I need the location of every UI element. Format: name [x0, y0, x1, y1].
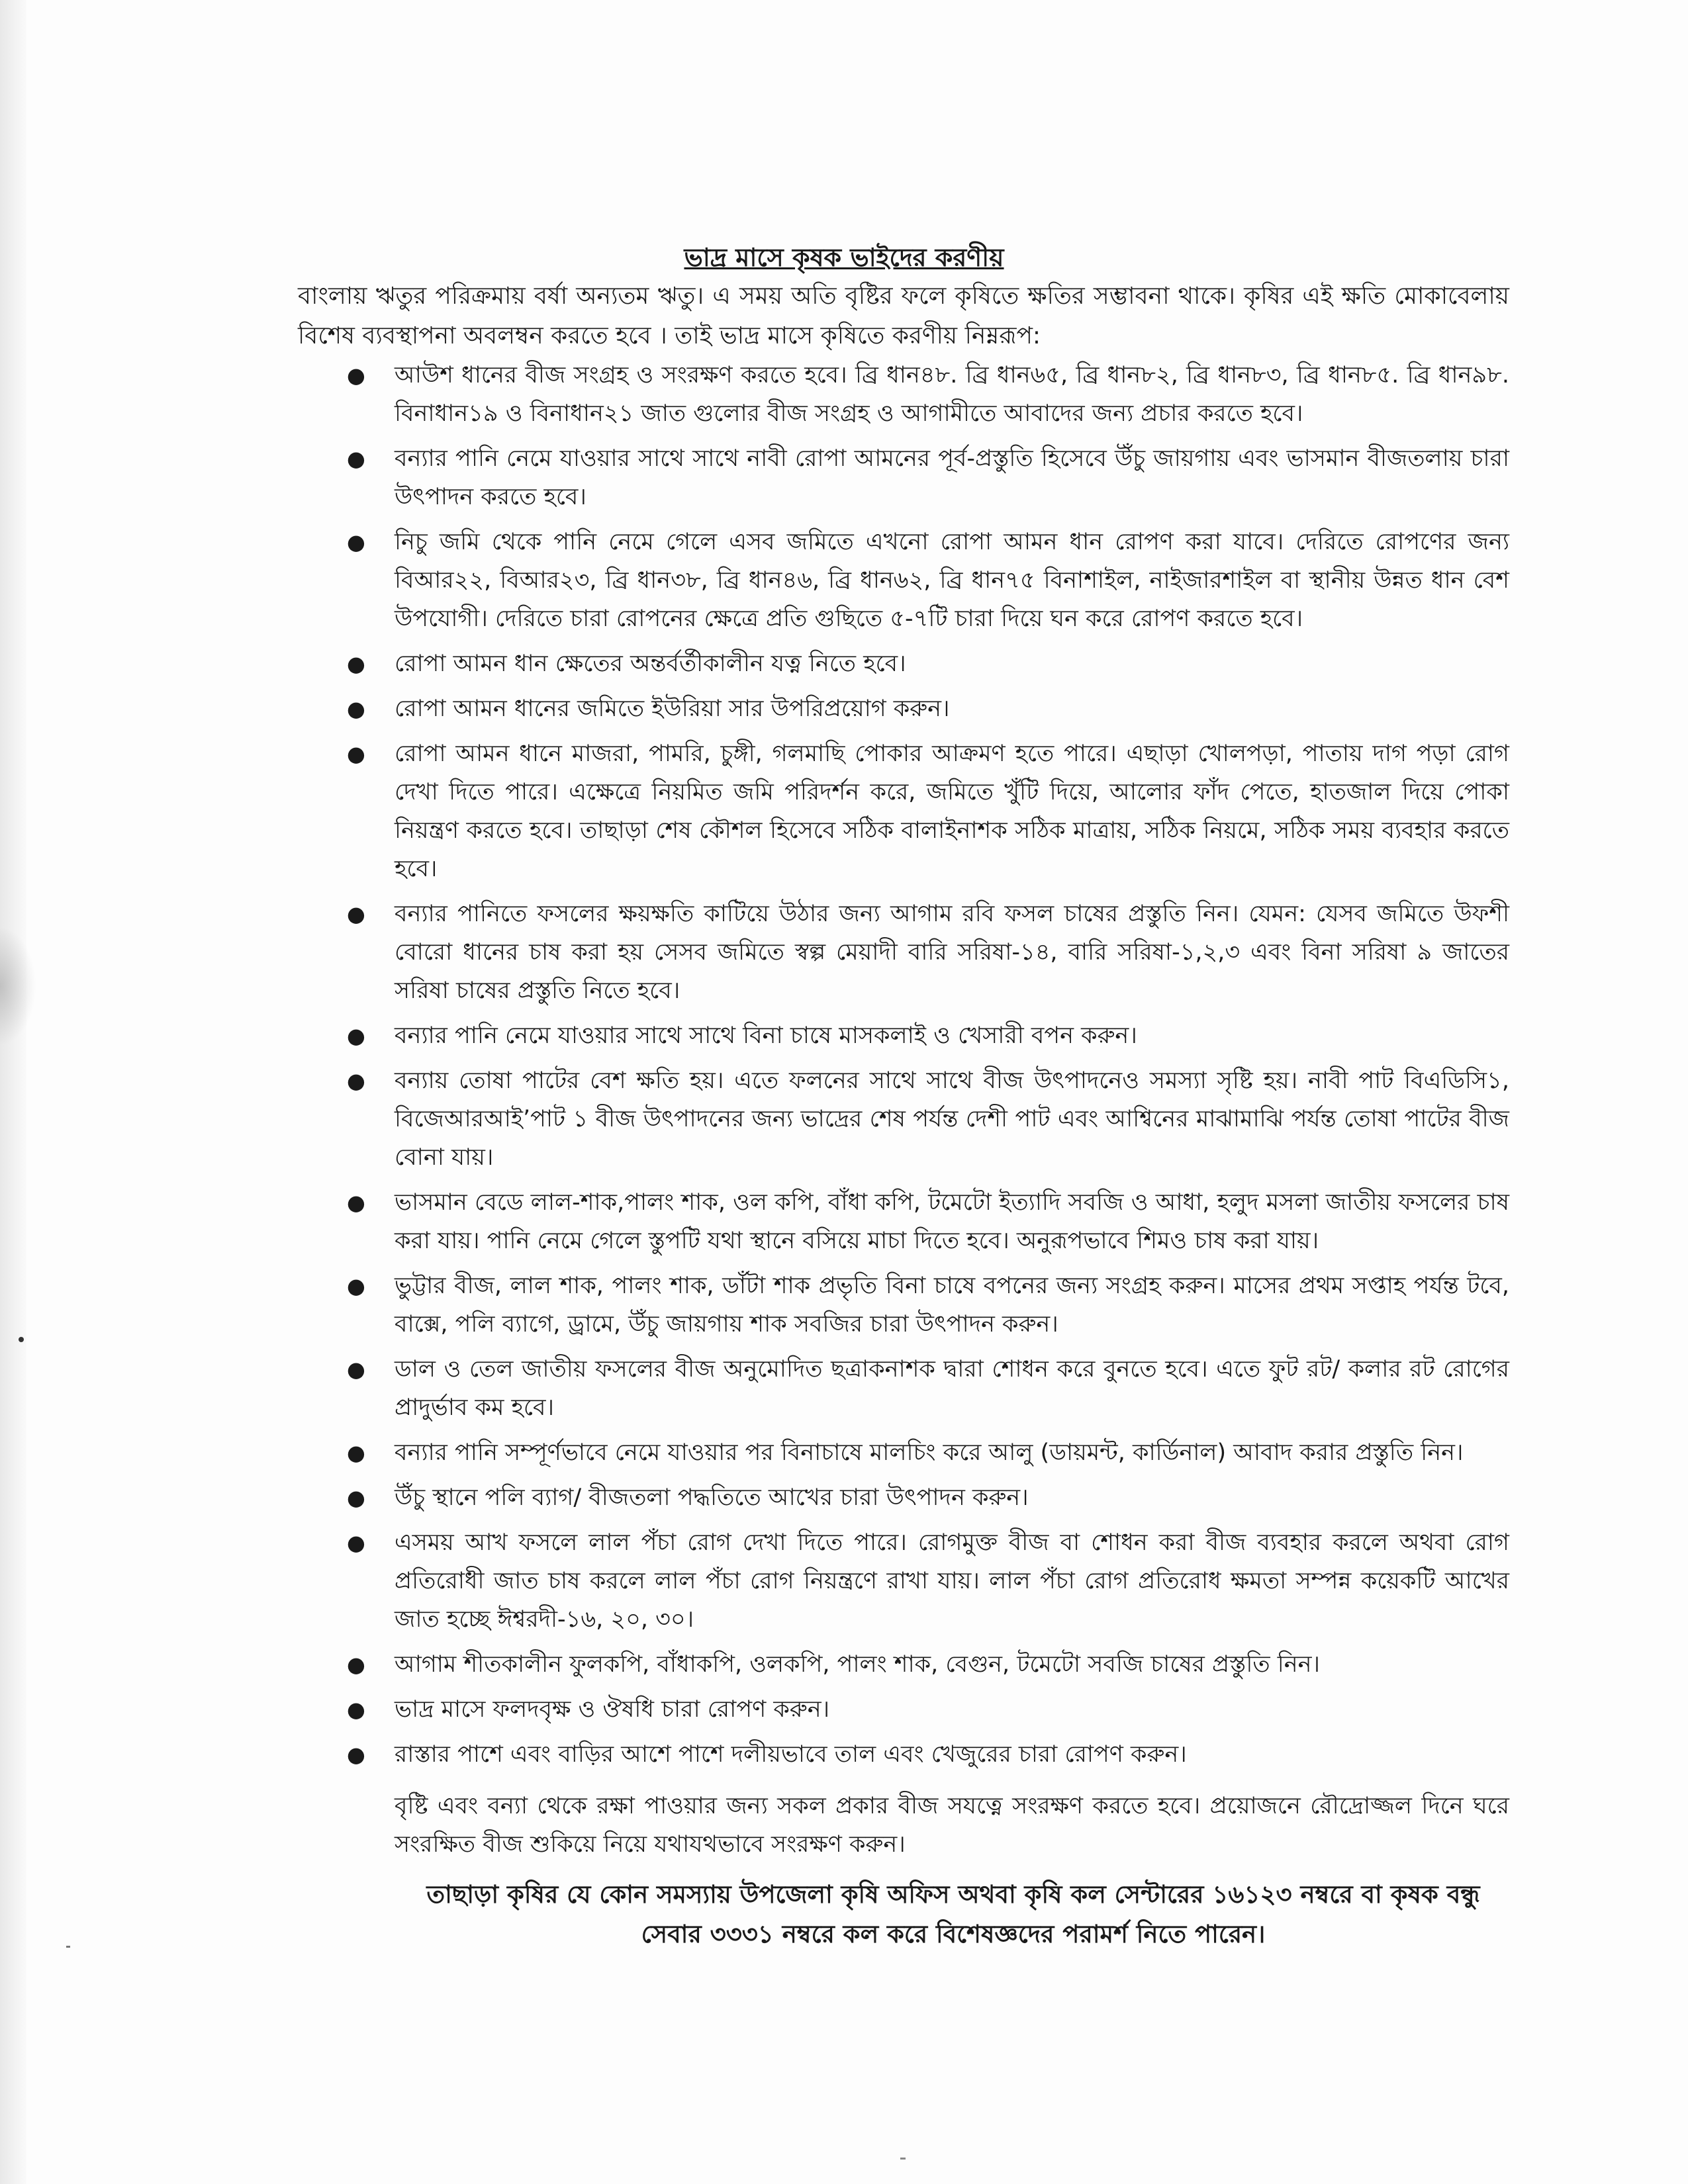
scan-speck	[66, 1946, 70, 1948]
bullet-icon: ●	[347, 1190, 365, 1215]
list-item-text: আগাম শীতকালীন ফুলকপি, বাঁধাকপি, ওলকপি, পালং শাক, বেগুন, টমেটো সবজি চাষের প্রস্তুতি নিন।	[395, 1651, 1321, 1678]
bullet-icon: ●	[347, 1652, 365, 1677]
list-item	[344, 523, 1509, 638]
bullet-icon: ●	[347, 1023, 365, 1048]
list-item	[344, 1735, 1509, 1774]
list-item-text: বন্যার পানি সম্পূর্ণভাবে নেমে যাওয়ার পর বিনাচাষে মালচিং করে আলু (ডায়মন্ট, কার্ডিনাল) আবাদ করার প্রস্তুতি নিন।	[395, 1439, 1464, 1466]
closing-paragraph: বৃষ্টি এবং বন্যা থেকে রক্ষা পাওয়ার জন্য সকল প্রকার বীজ সযত্নে সংরক্ষণ করতে হবে। প্রয়োজনে রৌদ্রোজ্জল দিনে ঘরে সংরক্ষিত বীজ শুকিয়ে নিয়ে যথাযথভাবে সংরক্ষণ করুন।	[395, 1793, 1509, 1858]
bullet-icon: ●	[347, 1485, 365, 1510]
list-item	[344, 1690, 1509, 1729]
bullet-icon: ●	[347, 1742, 365, 1767]
list-item-text: ভাদ্র মাসে ফলদবৃক্ষ ও ঔষধি চারা রোপণ করুন।	[395, 1696, 830, 1723]
list-item-text: বন্যার পানি নেমে যাওয়ার সাথে সাথে বিনা চাষে মাসকলাই ও খেসারী বপন করুন।	[395, 1023, 1137, 1049]
bullet-icon: ●	[347, 741, 365, 766]
list-item	[344, 735, 1509, 888]
list-item	[344, 356, 1509, 433]
list-item	[344, 895, 1509, 1010]
list-item	[344, 1183, 1509, 1260]
list-item	[344, 645, 1509, 683]
scan-speck	[900, 2158, 906, 2160]
list-item	[344, 1350, 1509, 1427]
intro-paragraph: বাংলায় ঋতুর পরিক্রমায় বর্ষা অন্যতম ঋতু। এ সময় অতি বৃষ্টির ফলে কৃষিতে ক্ষতির সম্ভাবনা থাকে। কৃষির এই ক্ষতি মোকাবেলায় বিশেষ ব্যবস্থাপনা অবলম্বন করতে হবে । তাই ভাদ্র মাসে কৃষিতে করণীয় নিম্নরূপ:	[298, 283, 1509, 349]
list-item-text: ভুট্টার বীজ, লাল শাক, পালং শাক, ডাঁটা শাক প্রভৃতি বিনা চাষে বপনের জন্য সংগ্রহ করুন। মাসের প্রথম সপ্তাহ পর্যন্ত টবে, বাক্সে, পলি ব্যাগে, ড্রামে, উঁচু জায়গায় শাক সবজির চারা উৎপাদন করুন।	[395, 1273, 1509, 1338]
list-item-text: আউশ ধানের বীজ সংগ্রহ ও সংরক্ষণ করতে হবে। ব্রি ধান৪৮. ব্রি ধান৬৫, ব্রি ধান৮২, ব্রি ধান৮৩, ব্রি ধান৮৫. ব্রি ধান৯৮. বিনাধান১৯ ও বিনাধান২১ জাত গুলোর বীজ সংগ্রহ ও আগামীতে আবাদের জন্য প্রচার করতে হবে।	[395, 362, 1509, 427]
bullet-icon: ●	[347, 651, 365, 676]
bullet-icon: ●	[347, 1697, 365, 1722]
list-item-text: নিচু জমি থেকে পানি নেমে গেলে এসব জমিতে এখনো রোপা আমন ধান রোপণ করা যাবে। দেরিতে রোপণের জন্য বিআর২২, বিআর২৩, ব্রি ধান৩৮, ব্রি ধান৪৬, ব্রি ধান৬২, ব্রি ধান৭৫ বিনাশাইল, নাইজারশাইল বা স্থানীয় উন্নত ধান বেশ উপযোগী। দেরিতে চারা রোপনের ক্ষেত্রে প্রতি গুছিতে ৫-৭টি চারা দিয়ে ঘন করে রোপণ করতে হবে।	[395, 529, 1509, 632]
list-item-text: রোপা আমন ধান ক্ষেতের অন্তর্বর্তীকালীন যত্ন নিতে হবে।	[395, 651, 906, 677]
list-item-text: ডাল ও তেল জাতীয় ফসলের বীজ অনুমোদিত ছত্রাকনাশক দ্বারা শোধন করে বুনতে হবে। এতে ফুট রট/ কলার রট রোগের প্রাদুর্ভাব কম হবে।	[395, 1356, 1509, 1421]
bullet-icon: ●	[347, 363, 365, 388]
list-item-text: রোপা আমন ধানের জমিতে ইউরিয়া সার উপরিপ্রয়োগ করুন।	[395, 696, 950, 722]
list-item	[344, 1524, 1509, 1639]
bullet-icon: ●	[347, 446, 365, 471]
list-item-text: রোপা আমন ধানে মাজরা, পামরি, চুঙ্গী, গলমাছি পোকার আক্রমণ হতে পারে। এছাড়া খোলপড়া, পাতায় দাগ পড়া রোগ দেখা দিতে পারে। এক্ষেত্রে নিয়মিত জমি পরিদর্শন করে, জমিতে খুঁটি দিয়ে, আলোর ফাঁদ পেতে, হাতজাল দিয়ে পোকা নিয়ন্ত্রণ করতে হবে। তাছাড়া শেষ কৌশল হিসেবে সঠিক বালাইনাশক সঠিক মাত্রায়, সঠিক নিয়মে, সঠিক সময় ব্যবহার করতে হবে।	[395, 741, 1509, 882]
footer-line: তাছাড়া কৃষির যে কোন সমস্যায় উপজেলা কৃষি অফিস অথবা কৃষি কল সেন্টারের ১৬১২৩ নম্বরে বা কৃষক বন্ধু	[426, 1880, 1480, 1909]
footer-note	[397, 1875, 1509, 1954]
document-title: ভাদ্র মাসে কৃষক ভাইদের করণীয়	[684, 243, 1004, 272]
bullet-icon: ●	[347, 901, 365, 927]
list-item	[344, 1267, 1509, 1343]
bullet-icon: ●	[347, 1357, 365, 1382]
list-item-text: রাস্তার পাশে এবং বাড়ির আশে পাশে দলীয়ভাবে তাল এবং খেজুরের চারা রোপণ করুন।	[395, 1741, 1187, 1768]
advice-list	[344, 356, 1509, 1780]
scan-edge-shadow	[0, 0, 26, 2184]
scan-speck	[19, 1337, 24, 1342]
bullet-icon: ●	[347, 696, 365, 721]
list-item-text: ভাসমান বেডে লাল-শাক,পালং শাক, ওল কপি, বাঁধা কপি, টমেটো ইত্যাদি সবজি ও আধা, হলুদ মসলা জাতীয় ফসলের চাষ করা যায়। পানি নেমে গেলে স্তুপটি যথা স্থানে বসিয়ে মাচা দিতে হবে। অনুরূপভাবে শিমও চাষ করা যায়।	[395, 1189, 1509, 1254]
bullet-icon: ●	[347, 1273, 365, 1298]
list-item	[344, 1479, 1509, 1517]
scan-smudge	[0, 927, 36, 1046]
list-item-text: বন্যায় তোষা পাটের বেশ ক্ষতি হয়। এতে ফলনের সাথে সাথে বীজ উৎপাদনেও সমস্যা সৃষ্টি হয়। নাবী পাট বিএডিসি১, বিজেআরআই’পাট ১ বীজ উৎপাদনের জন্য ভাদ্রের শেষ পর্যন্ত দেশী পাট এবং আশ্বিনের মাঝামাঝি পর্যন্ত তোষা পাটের বীজ বোনা যায়।	[395, 1068, 1509, 1171]
list-item	[344, 690, 1509, 728]
list-item	[344, 1433, 1509, 1472]
bullet-icon: ●	[347, 1530, 365, 1555]
list-item	[344, 439, 1509, 516]
list-item-text: বন্যার পানিতে ফসলের ক্ষয়ক্ষতি কাটিয়ে উঠার জন্য আগাম রবি ফসল চাষের প্রস্তুতি নিন। যেমন: যেসব জমিতে উফশী বোরো ধানের চাষ করা হয় সেসব জমিতে স্বল্প মেয়াদী বারি সরিষা-১৪, বারি সরিষা-১,২,৩ এবং বিনা সরিষা ৯ জাতের সরিষা চাষের প্রস্তুতি নিতে হবে।	[395, 901, 1509, 1004]
list-item	[344, 1062, 1509, 1177]
list-item	[344, 1645, 1509, 1684]
list-item-text: বন্যার পানি নেমে যাওয়ার সাথে সাথে নাবী রোপা আমনের পূর্ব-প্রস্তুতি হিসেবে উঁচু জায়গায় এবং ভাসমান বীজতলায় চারা উৎপাদন করতে হবে।	[395, 445, 1509, 510]
bullet-icon: ●	[347, 529, 365, 555]
list-item-text: এসময় আখ ফসলে লাল পঁচা রোগ দেখা দিতে পারে। রোগমুক্ত বীজ বা শোধন করা বীজ ব্যবহার করলে অথবা রোগ প্রতিরোধী জাত চাষ করলে লাল পঁচা রোগ নিয়ন্ত্রণে রাখা যায়। লাল পঁচা রোগ প্রতিরোধ ক্ষমতা সম্পন্ন কয়েকটি আখের জাত হচ্ছে ঈশ্বরদী-১৬, ২০, ৩০।	[395, 1529, 1509, 1633]
list-item-text: উঁচু স্থানে পলি ব্যাগ/ বীজতলা পদ্ধতিতে আখের চারা উৎপাদন করুন।	[395, 1484, 1029, 1511]
bullet-icon: ●	[347, 1440, 365, 1465]
list-item	[344, 1017, 1509, 1055]
footer-line: সেবার ৩৩৩১ নম্বরে কল করে বিশেষজ্ঞদের পরামর্শ নিতে পারেন।	[641, 1920, 1266, 1948]
bullet-icon: ●	[347, 1068, 365, 1093]
